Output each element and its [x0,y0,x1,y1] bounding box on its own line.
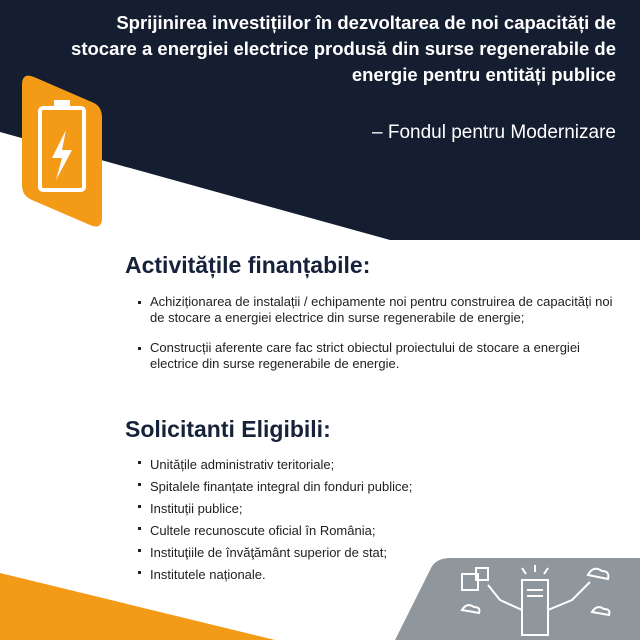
list-item: Construcții aferente care fac strict obiectul proiectului de stocare a energiei electrice din surse regenerabile de energie. [138,340,618,372]
list-item: Cultele recunoscute oficial în România; [138,520,618,542]
section-heading-activities: Activitățile finanțabile: [125,252,371,278]
eligible-list [138,454,618,586]
page-subtitle: – Fondul pentru Modernizare [372,122,616,143]
list-item: Achiziționarea de instalații / echipamente noi pentru construirea de capacități noi de stocare a energiei electrice din surse regenerabile de energie; [138,294,618,326]
activities-list [138,294,618,372]
section-heading-eligible: Solicitanti Eligibili: [125,416,331,442]
list-item: Instituții publice; [138,498,618,520]
list-item: Unitățile administrativ teritoriale; [138,454,618,476]
list-item: Instituţiile de învăţământ superior de stat; [138,542,618,564]
page-title: Sprijinirea investițiilor în dezvoltarea de noi capacități de stocare a energiei electrice produsă din surse regenerabile de energie pentru entități publice [71,12,616,85]
list-item: Spitalele finanțate integral din fonduri publice; [138,476,618,498]
list-item: Institutele naționale. [138,564,618,586]
